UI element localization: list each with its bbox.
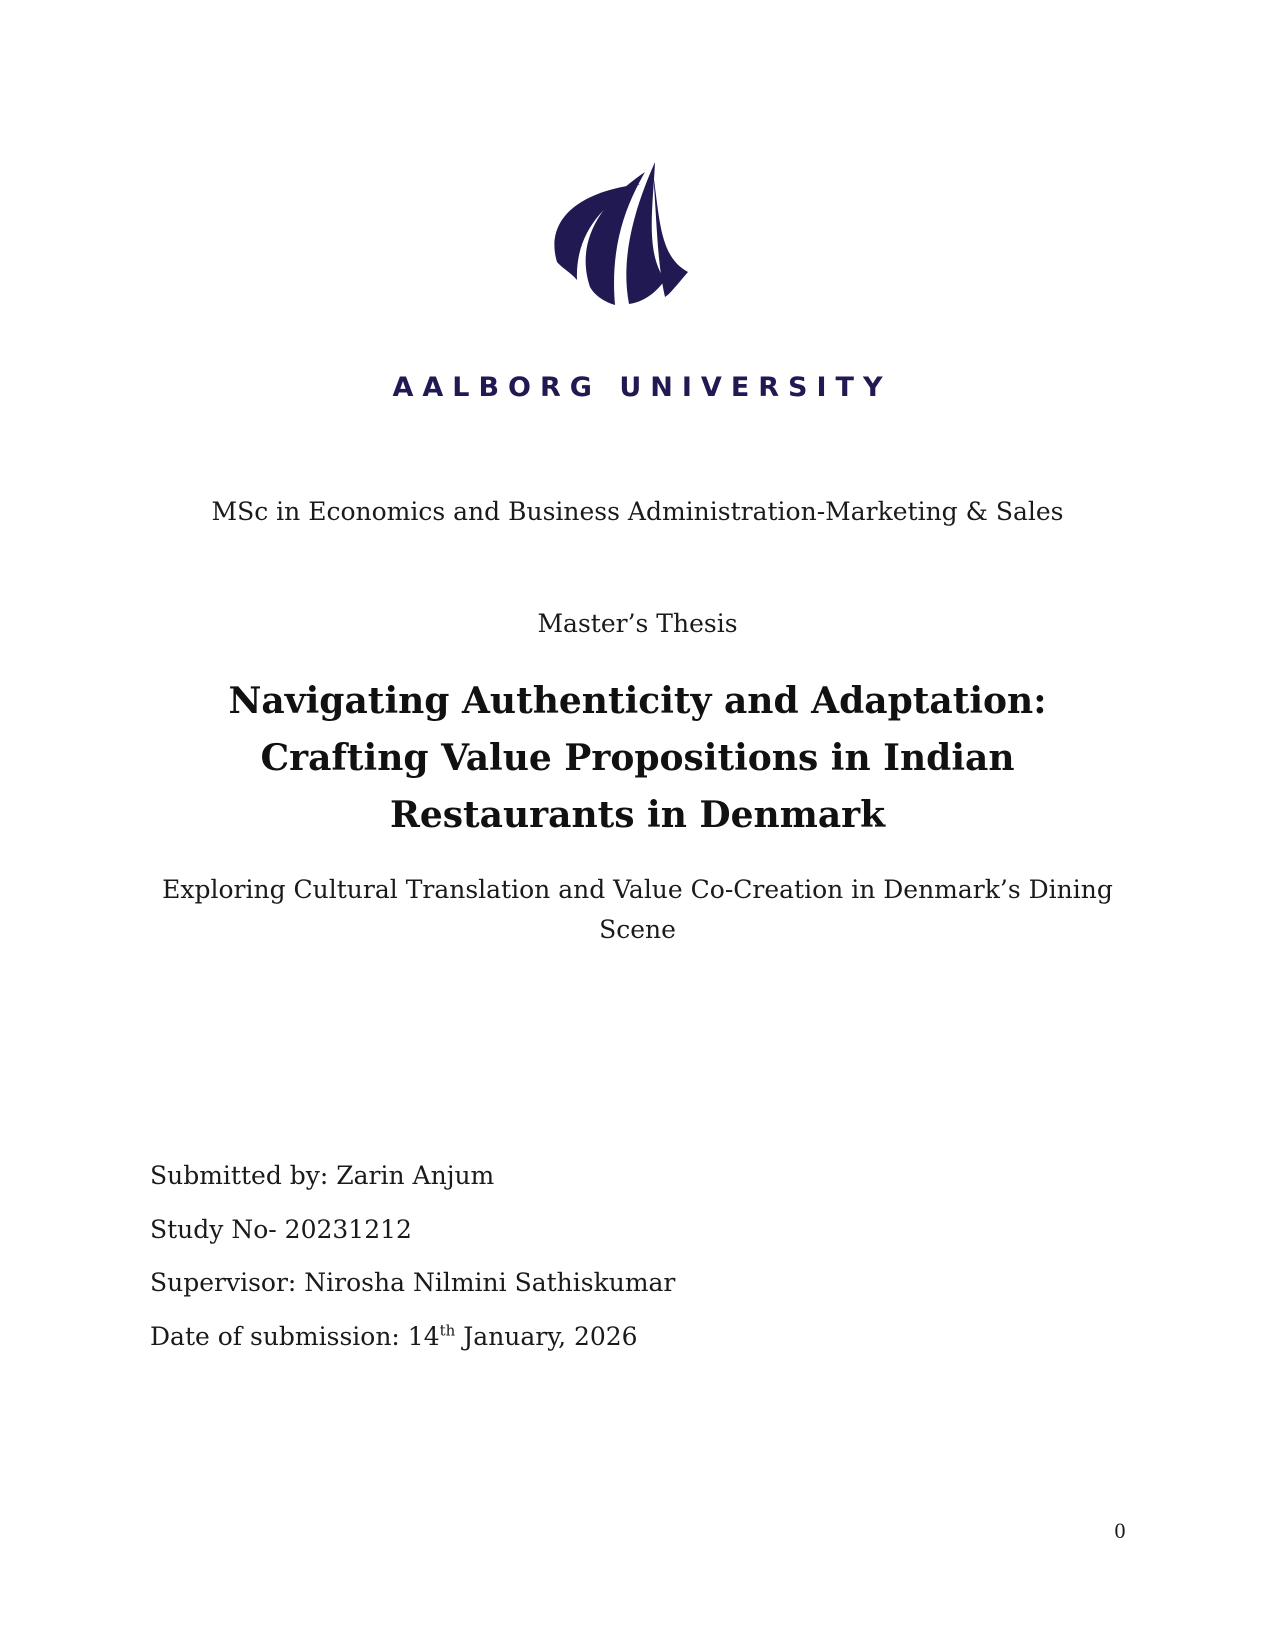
program-name: MSc in Economics and Business Administration-Marketing & Sales xyxy=(211,497,1064,526)
thesis-subtitle: Exploring Cultural Translation and Value Co-Creation in Denmark’s Dining Scene xyxy=(162,875,1113,944)
document-type: Master’s Thesis xyxy=(537,609,738,638)
submission-date-prefix: Date of submission: 14 xyxy=(150,1322,440,1351)
submitted-by: Submitted by: Zarin Anjum xyxy=(150,1161,495,1190)
university-wordmark: AALBORG UNIVERSITY xyxy=(392,372,892,403)
submission-date xyxy=(150,1322,638,1351)
aalborg-university-logo-icon xyxy=(545,162,705,322)
submission-date-suffix-ordinal: th xyxy=(439,1321,456,1340)
study-number: Study No- 20231212 xyxy=(150,1215,412,1244)
thesis-title: Navigating Authenticity and Adaptation: Crafting Value Propositions in Indian Restaurants in Denmark xyxy=(228,680,1047,836)
supervisor: Supervisor: Nirosha Nilmini Sathiskumar xyxy=(150,1268,676,1297)
page-number: 0 xyxy=(1114,1518,1126,1543)
submission-date-rest: January, 2026 xyxy=(455,1322,638,1351)
